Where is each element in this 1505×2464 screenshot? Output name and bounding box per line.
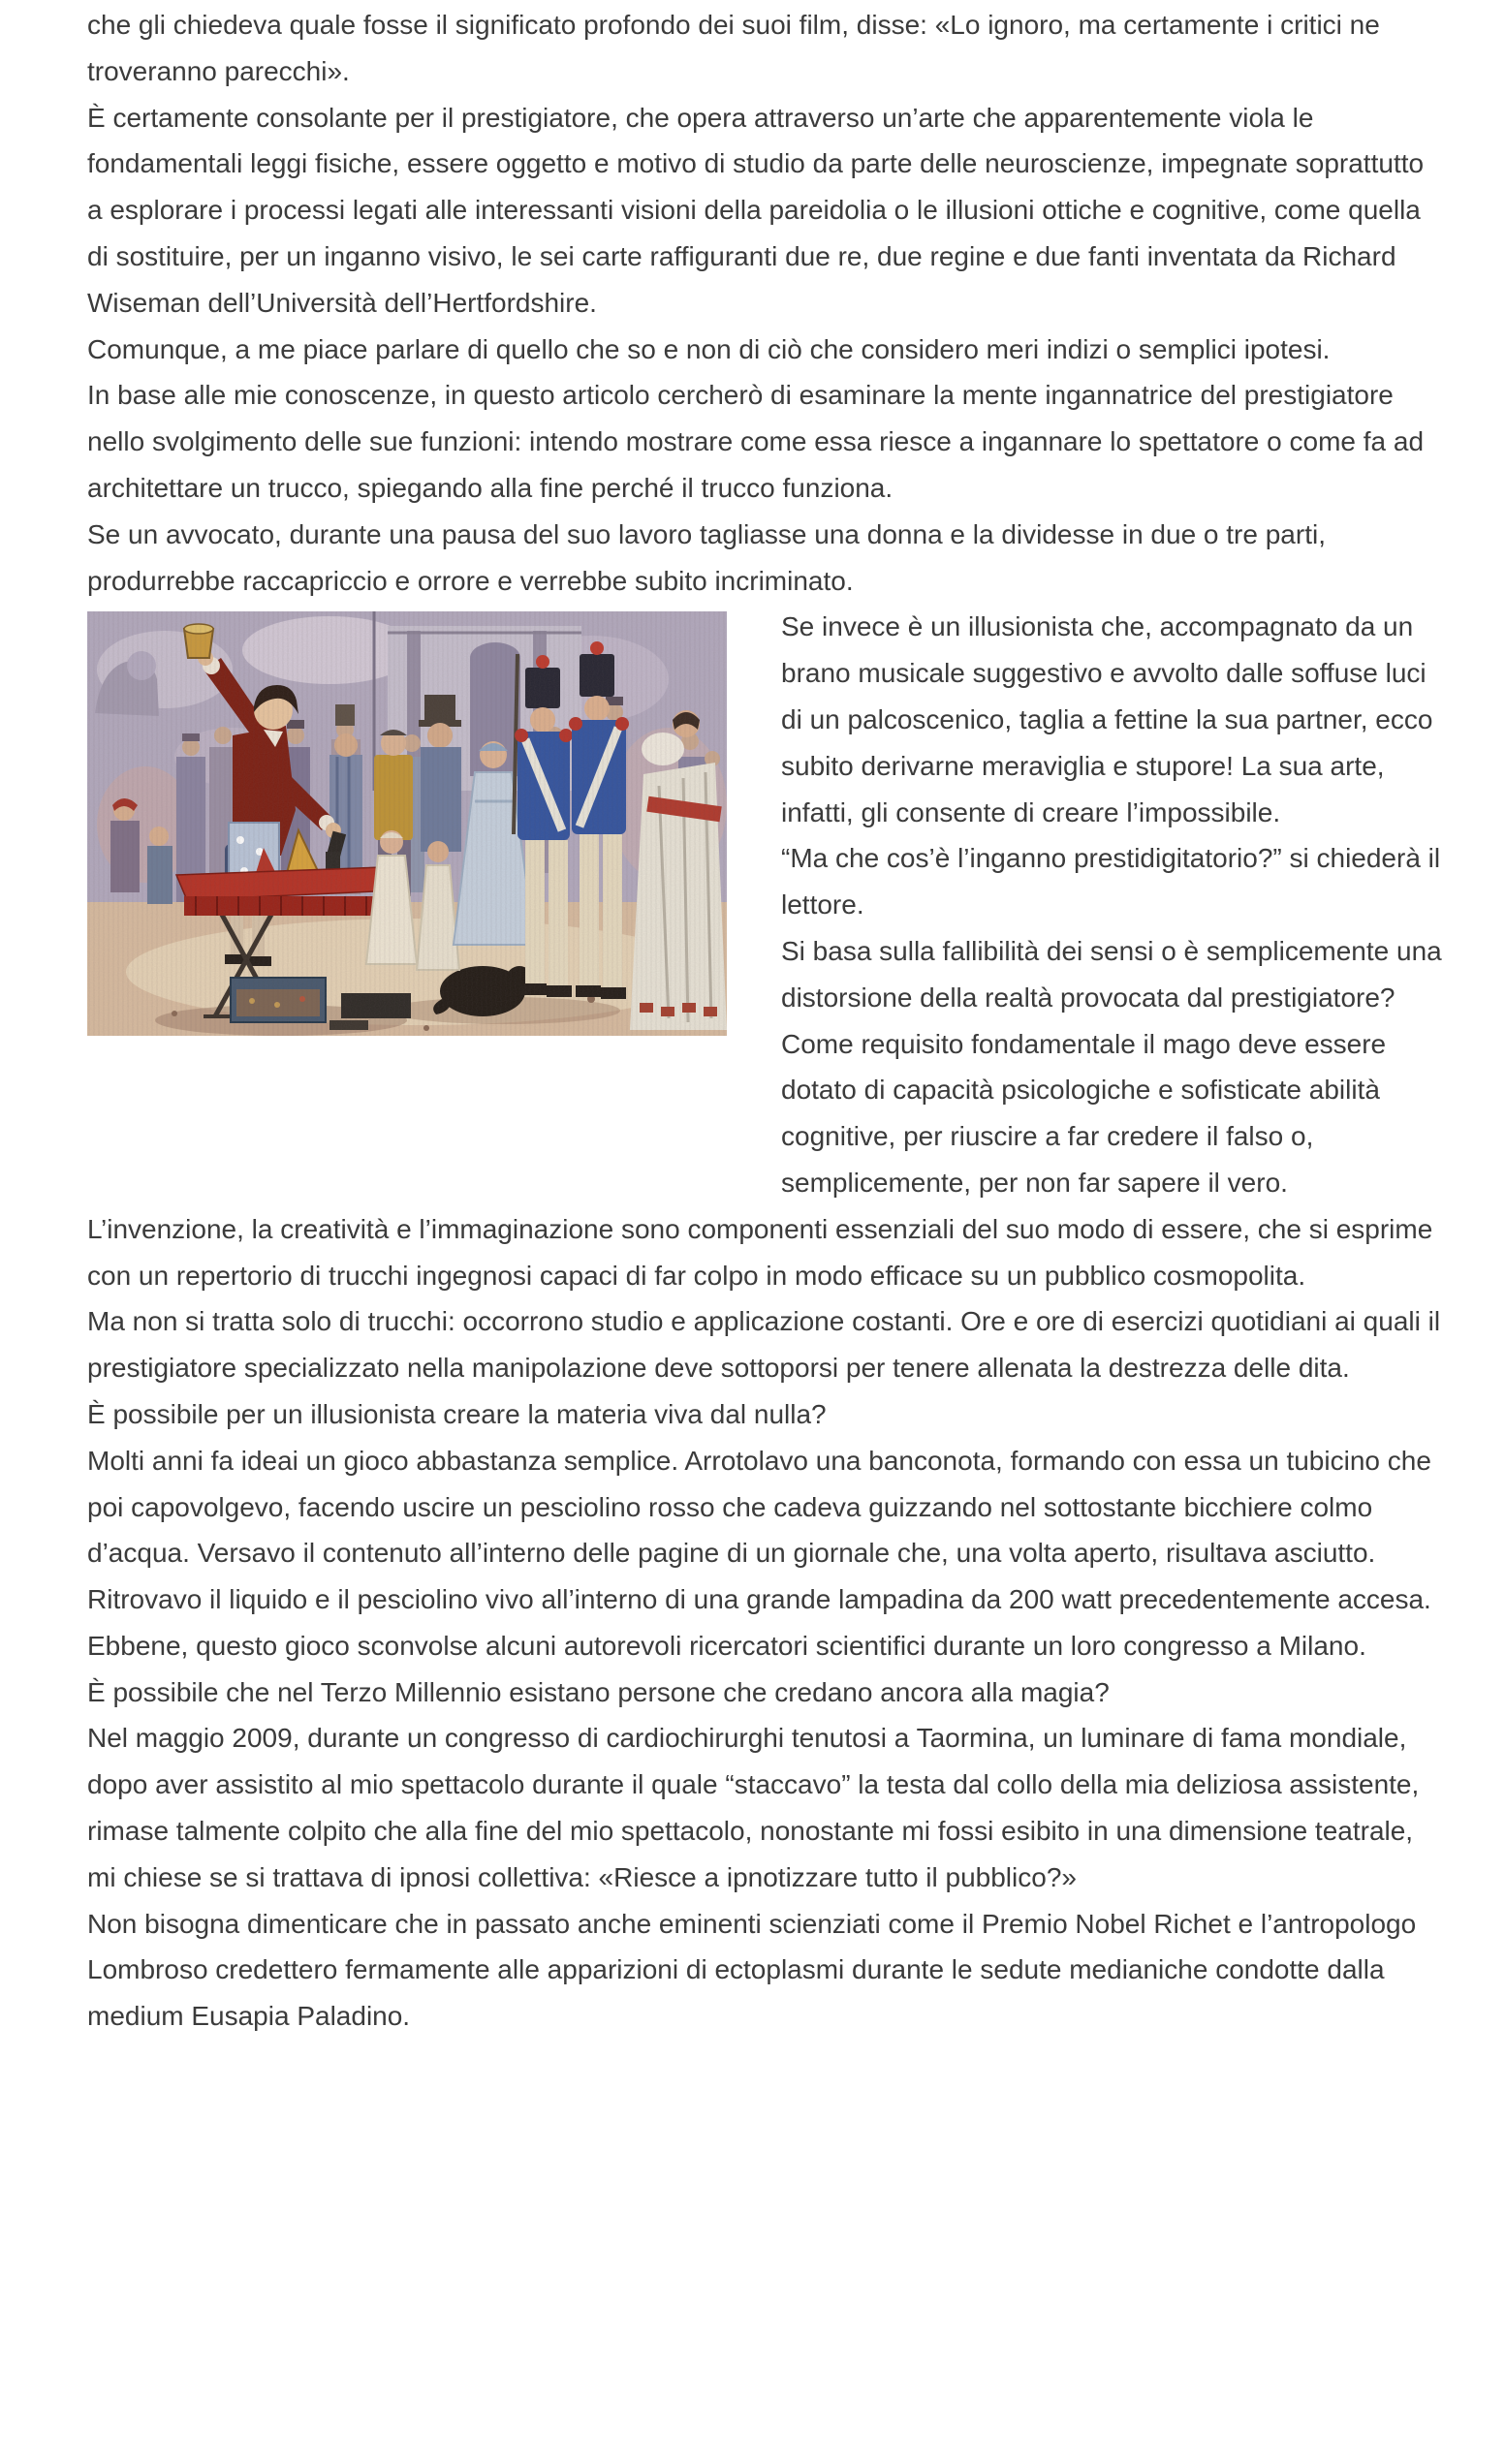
paragraph: Si basa sulla fallibilità dei sensi o è semplicemente una distorsione della realtà provocata dal prestigiatore?: [781, 935, 1442, 1013]
paragraph: L’invenzione, la creatività e l’immaginazione sono componenti essenziali del suo modo di essere, che si esprime con un repertorio di trucchi ingegnosi capaci di far colpo in modo efficace su un pubblico cosmopolita.: [87, 1213, 1433, 1291]
paragraph: Se invece è un illusionista che, accompagnato da un brano musicale suggestivo e avvolto dalle soffuse luci di un palcoscenico, taglia a fettine la sua partner, ecco subito derivarne meraviglia e stupore! La sua arte, infatti, gli consente di creare l’impossibile.: [87, 604, 1444, 835]
paragraph: È possibile che nel Terzo Millennio esistano persone che credano ancora alla magia?: [87, 1676, 1110, 1707]
paragraph: Se un avvocato, durante una pausa del suo lavoro tagliasse una donna e la dividesse in due o tre parti, produrrebbe raccapriccio e orrore e verrebbe subito incriminato.: [87, 518, 1326, 596]
article-body: [87, 2, 1444, 2040]
paragraph: Come requisito fondamentale il mago deve essere dotato di capacità psicologiche e sofisticate abilità cognitive, per riuscire a far credere il falso o, semplicemente, per non far sapere il vero.: [781, 1028, 1387, 1198]
paragraph: Comunque, a me piace parlare di quello che so e non di ciò che considero meri indizi o semplici ipotesi.: [87, 333, 1331, 364]
paragraph: Ma non si tratta solo di trucchi: occorrono studio e applicazione costanti. Ore e ore di esercizi quotidiani ai quali il prestigiatore specializzato nella manipolazione deve sottoporsi per tenere allenata la destrezza delle dita.: [87, 1306, 1441, 1384]
paragraph: Non bisogna dimenticare che in passato anche eminenti scienziati come il Premio Nobel Richet e l’antropologo Lombroso credettero fermamente alle apparizioni di ectoplasmi durante le sedute medianiche condotte dalla medium Eusapia Paladino.: [87, 1908, 1417, 2032]
paragraph: Molti anni fa ideai un gioco abbastanza semplice. Arrotolavo una banconota, formando con essa un tubicino che poi capovolgevo, facendo uscire un pesciolino rosso che cadeva guizzando nel sottostante bicchiere colmo d’acqua. Versavo il contenuto all’interno delle pagine di un giornale che, una volta aperto, risultava asciutto. Ritrovavo il liquido e il pesciolino vivo all’interno di una grande lampadina da 200 watt precedentemente accesa. Ebbene, questo gioco sconvolse alcuni autorevoli ricercatori scientifici durante un loro congresso a Milano.: [87, 1445, 1431, 1661]
paragraph: È certamente consolante per il prestigiatore, che opera attraverso un’arte che apparentemente viola le fondamentali leggi fisiche, essere oggetto e motivo di studio da parte delle neuroscienze, impegnate soprattutto a esplorare i processi legati alle interessanti visioni della pareidolia o le illusioni ottiche e cognitive, come quella di sostituire, per un inganno visivo, le sei carte raffiguranti due re, due regine e due fanti inventata da Richard Wiseman dell’Università dell’Hertfordshire.: [87, 102, 1425, 318]
street-magician-engraving-svg: [87, 611, 727, 1036]
paragraph: È possibile per un illusionista creare la materia viva dal nulla?: [87, 1398, 827, 1429]
paragraph: che gli chiedeva quale fosse il significato profondo dei suoi film, disse: «Lo ignoro, ma certamente i critici ne troveranno parecchi».: [87, 10, 1380, 86]
paragraph: Nel maggio 2009, durante un congresso di cardiochirurghi tenutosi a Taormina, un luminare di fama mondiale, dopo aver assistito al mio spettacolo durante il quale “staccavo” la testa dal collo della mia deliziosa assistente, rimase talmente colpito che alla fine del mio spettacolo, nonostante mi fossi esibito in una dimensione teatrale, mi chiese se si trattava di ipnosi collettiva: «Riesce a ipnotizzare tutto il pubblico?»: [87, 1723, 1420, 1892]
paragraph: In base alle mie conoscenze, in questo articolo cercherò di esaminare la mente ingannatrice del prestigiatore nello svolgimento delle sue funzioni: intendo mostrare come essa riesce a ingannare lo spettatore o come fa ad architettare un trucco, spiegando alla fine perché il trucco funziona.: [87, 380, 1425, 503]
paragraph: “Ma che cos’è l’inganno prestidigitatorio?” si chiederà il lettore.: [781, 843, 1441, 920]
street-magician-illustration: [87, 611, 727, 1036]
